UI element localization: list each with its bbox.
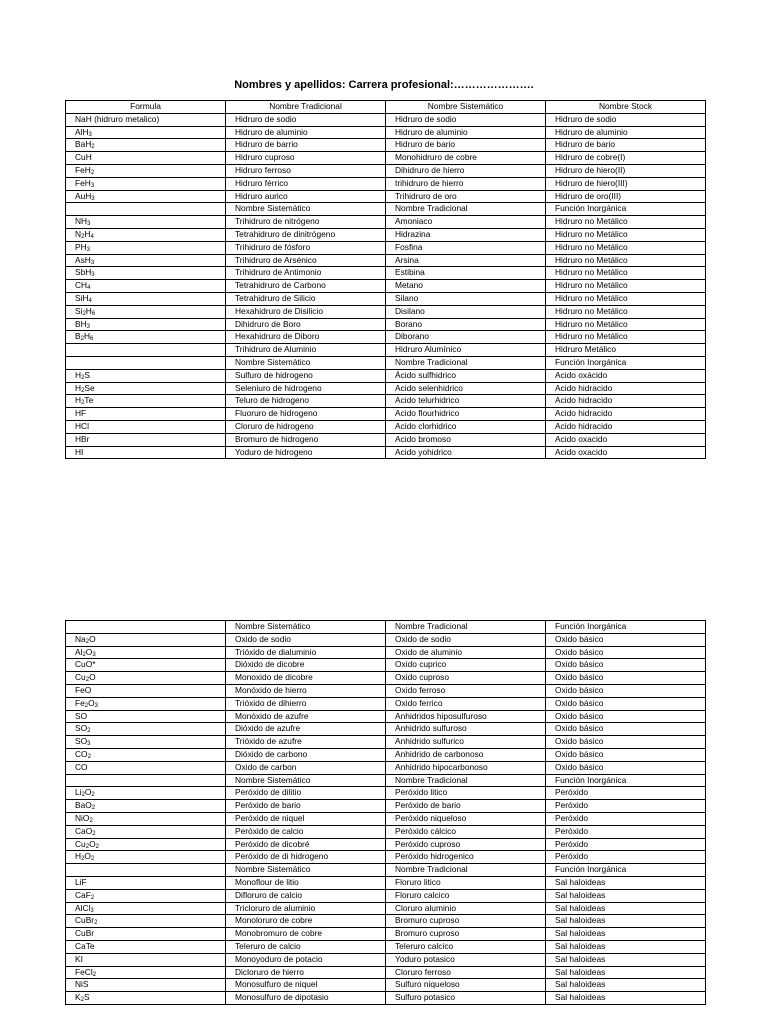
name-cell-2: Peróxido hidrogenico xyxy=(386,851,546,864)
name-cell-2: Dihidruro de hierro xyxy=(386,164,546,177)
name-cell-2: Nombre Tradicional xyxy=(386,621,546,634)
table-row xyxy=(66,851,706,864)
formula-cell: FeO xyxy=(66,684,226,697)
name-cell-1: Hidruro de sodio xyxy=(226,113,386,126)
header-nombre-tradicional: Nombre Tradicional xyxy=(226,101,386,114)
formula-cell: $CO_2$ xyxy=(66,748,226,761)
table-row xyxy=(66,940,706,953)
name-cell-2: Peróxido cuproso xyxy=(386,838,546,851)
header-nombre-stock: Nombre Stock xyxy=(546,101,706,114)
name-cell-2: Diborano xyxy=(386,331,546,344)
name-cell-2: Floruro calcico xyxy=(386,889,546,902)
table-row xyxy=(66,126,706,139)
name-cell-2: Oxido ferroso xyxy=(386,684,546,697)
name-cell-2: Acido clorhidrico xyxy=(386,420,546,433)
formula-cell xyxy=(66,864,226,877)
name-cell-2: Metano xyxy=(386,280,546,293)
table-row xyxy=(66,433,706,446)
name-cell-3: Sal haloideas xyxy=(546,902,706,915)
name-cell-3: Hidruro no Metálico xyxy=(546,280,706,293)
formula-cell: $NH_3$ xyxy=(66,216,226,229)
name-cell-2: Oxido cuprico xyxy=(386,659,546,672)
formula-cell: KI xyxy=(66,953,226,966)
table-row xyxy=(66,216,706,229)
table-row xyxy=(66,203,706,216)
formula-cell: $Fe_2O_3$ xyxy=(66,697,226,710)
name-cell-2: Oxido cuproso xyxy=(386,672,546,685)
formula-cell xyxy=(66,621,226,634)
formula-cell: $Cu_2O_2$ xyxy=(66,838,226,851)
table-row xyxy=(66,915,706,928)
name-cell-3: Sal haloideas xyxy=(546,876,706,889)
name-cell-3: Hidruro de bario xyxy=(546,139,706,152)
name-cell-1: Tetrahidruro de Silicio xyxy=(226,292,386,305)
table-row xyxy=(66,723,706,736)
name-cell-3: Oxido básico xyxy=(546,761,706,774)
name-cell-3: Sal haloideas xyxy=(546,889,706,902)
name-cell-3: Peróxido xyxy=(546,787,706,800)
name-cell-1: Peróxido de di hidrogeno xyxy=(226,851,386,864)
table-row xyxy=(66,889,706,902)
name-cell-1: Bromuro de hidrogeno xyxy=(226,433,386,446)
name-cell-1: Teluro de hidrogeno xyxy=(226,395,386,408)
name-cell-3: Acido hidracido xyxy=(546,420,706,433)
formula-cell: CaTe xyxy=(66,940,226,953)
name-cell-3: Hidruro no Metálico xyxy=(546,216,706,229)
table-row xyxy=(66,787,706,800)
header-formula: Formula xyxy=(66,101,226,114)
formula-cell: CuO* xyxy=(66,659,226,672)
name-cell-1: Trihidruro de Antimonio xyxy=(226,267,386,280)
name-cell-2: Anhidridos hiposulfuroso xyxy=(386,710,546,723)
name-cell-1: Trióxido de dialuminio xyxy=(226,646,386,659)
table-row xyxy=(66,369,706,382)
table-row xyxy=(66,267,706,280)
name-cell-2: Acido flourhidrico xyxy=(386,408,546,421)
table-row xyxy=(66,356,706,369)
table-row xyxy=(66,254,706,267)
name-cell-3: Oxido básico xyxy=(546,672,706,685)
name-cell-2: Silano xyxy=(386,292,546,305)
name-cell-2: Hidruro de bario xyxy=(386,139,546,152)
formula-cell: CaF$_2$ xyxy=(66,889,226,902)
table-row xyxy=(66,305,706,318)
name-cell-2: Hidruro de sodio xyxy=(386,113,546,126)
name-cell-3: Oxido básico xyxy=(546,659,706,672)
name-cell-1: Peróxido de calcio xyxy=(226,825,386,838)
name-cell-2: Nombre Tradicional xyxy=(386,356,546,369)
name-cell-2: Borano xyxy=(386,318,546,331)
table-row xyxy=(66,928,706,941)
table-row xyxy=(66,697,706,710)
formula-cell: BaH$_2$ xyxy=(66,139,226,152)
name-cell-2: Hidruro Alumínico xyxy=(386,344,546,357)
formula-cell: FeCl$_2$ xyxy=(66,966,226,979)
name-cell-3: Acido oxacido xyxy=(546,433,706,446)
formula-cell: SbH$_3$ xyxy=(66,267,226,280)
table-row xyxy=(66,838,706,851)
name-cell-1: Hexahidruro de Disilicio xyxy=(226,305,386,318)
table-row xyxy=(66,748,706,761)
formula-cell: $SO_3$ xyxy=(66,736,226,749)
name-cell-1: Monoxido de dicobre xyxy=(226,672,386,685)
name-cell-3: Oxido básico xyxy=(546,633,706,646)
formula-cell: AlCl$_3$ xyxy=(66,902,226,915)
formula-cell: $H_2Se$ xyxy=(66,382,226,395)
name-cell-3: Hidruro de hiero(III) xyxy=(546,177,706,190)
name-cell-2: Teleruro calcico xyxy=(386,940,546,953)
name-cell-3: Hidruro no Metálico xyxy=(546,331,706,344)
name-cell-1: Dióxido de dicobre xyxy=(226,659,386,672)
name-cell-1: Trióxido de dihierro xyxy=(226,697,386,710)
name-cell-1: Dióxido de azufre xyxy=(226,723,386,736)
name-cell-3: Hidruro Metálico xyxy=(546,344,706,357)
name-cell-1: Trihidruro de Aluminio xyxy=(226,344,386,357)
table-row xyxy=(66,446,706,459)
name-cell-1: Monóxido de azufre xyxy=(226,710,386,723)
table-row xyxy=(66,139,706,152)
formula-cell: $Na_2O$ xyxy=(66,633,226,646)
name-cell-1: Peróxido de bario xyxy=(226,800,386,813)
name-cell-3: Acido hidracido xyxy=(546,395,706,408)
table-row xyxy=(66,113,706,126)
formula-cell: HI xyxy=(66,446,226,459)
table-row xyxy=(66,164,706,177)
table-row xyxy=(66,382,706,395)
table-row xyxy=(66,331,706,344)
name-cell-1: Peróxido de dilitio xyxy=(226,787,386,800)
formula-cell xyxy=(66,344,226,357)
table-row xyxy=(66,876,706,889)
table-row xyxy=(66,953,706,966)
formula-cell: SO xyxy=(66,710,226,723)
table-row xyxy=(66,280,706,293)
name-cell-3: Hidruro no Metálico xyxy=(546,241,706,254)
name-cell-1: Sulfuro de hidrogeno xyxy=(226,369,386,382)
name-cell-1: Hexahidruro de Diboro xyxy=(226,331,386,344)
name-cell-3: Peróxido xyxy=(546,838,706,851)
table-row xyxy=(66,774,706,787)
name-cell-3: Hidruro de aluminio xyxy=(546,126,706,139)
name-cell-3: Sal haloideas xyxy=(546,992,706,1005)
name-cell-2: Fosfina xyxy=(386,241,546,254)
table-row xyxy=(66,966,706,979)
table-row xyxy=(66,420,706,433)
name-cell-3: Hidruro de hiero(II) xyxy=(546,164,706,177)
name-cell-1: Monoyoduro de potacio xyxy=(226,953,386,966)
name-cell-2: Ácido sulfhidrico xyxy=(386,369,546,382)
name-cell-3: Hidruro no Metálico xyxy=(546,292,706,305)
name-cell-3: Oxido básico xyxy=(546,736,706,749)
table-row xyxy=(66,710,706,723)
table-header-row xyxy=(66,101,706,114)
formula-cell: NiO$_2$ xyxy=(66,812,226,825)
table-row xyxy=(66,646,706,659)
table-row xyxy=(66,408,706,421)
name-cell-2: Acido bromoso xyxy=(386,433,546,446)
formula-cell: NiS xyxy=(66,979,226,992)
formula-cell: $SO_2$ xyxy=(66,723,226,736)
name-cell-3: Hidruro no Metálico xyxy=(546,305,706,318)
name-cell-2: Nombre Tradicional xyxy=(386,774,546,787)
name-cell-2: Cloruro aluminio xyxy=(386,902,546,915)
name-cell-3: Peróxido xyxy=(546,812,706,825)
name-cell-3: Acido hidracido xyxy=(546,382,706,395)
name-cell-3: Oxido básico xyxy=(546,710,706,723)
formula-cell: CuBr xyxy=(66,928,226,941)
name-cell-2: Amoniaco xyxy=(386,216,546,229)
formula-cell: CuBr$_2$ xyxy=(66,915,226,928)
table-row xyxy=(66,395,706,408)
formula-cell: FeH$_2$ xyxy=(66,164,226,177)
table-row xyxy=(66,633,706,646)
name-cell-1: Cloruro de hidrogeno xyxy=(226,420,386,433)
table-row xyxy=(66,241,706,254)
name-cell-2: Sulfuro niqueloso xyxy=(386,979,546,992)
name-cell-3: Hidruro no Metálico xyxy=(546,267,706,280)
name-cell-3: Hidruro no Metálico xyxy=(546,318,706,331)
name-cell-3: Peróxido xyxy=(546,851,706,864)
name-cell-1: Hidruro de barrio xyxy=(226,139,386,152)
name-cell-2: Peróxido cálcico xyxy=(386,825,546,838)
name-cell-3: Hidruro no Metálico xyxy=(546,228,706,241)
name-cell-2: Yoduro potasico xyxy=(386,953,546,966)
header-nombre-sistematico: Nombre Sistemático xyxy=(386,101,546,114)
formula-cell: HF xyxy=(66,408,226,421)
formula-cell: $H_2Te$ xyxy=(66,395,226,408)
name-cell-3: Hidruro no Metálico xyxy=(546,254,706,267)
name-cell-2: Oxido ferrico xyxy=(386,697,546,710)
formula-cell: $Si_2H_6$ xyxy=(66,305,226,318)
name-cell-1: Monobromuro de cobre xyxy=(226,928,386,941)
name-cell-1: Monosulfuro de dipotasio xyxy=(226,992,386,1005)
formula-cell xyxy=(66,203,226,216)
table-row xyxy=(66,292,706,305)
name-cell-3: Oxido básico xyxy=(546,684,706,697)
name-cell-1: Hidruro férrico xyxy=(226,177,386,190)
name-cell-3: Acido oxácido xyxy=(546,369,706,382)
name-cell-2: Disilano xyxy=(386,305,546,318)
name-cell-3: Función Inorgánica xyxy=(546,203,706,216)
formula-cell: $Cu_2O$ xyxy=(66,672,226,685)
name-cell-2: Peróxido litico xyxy=(386,787,546,800)
name-cell-2: Nombre Tradicional xyxy=(386,864,546,877)
table-row xyxy=(66,902,706,915)
formula-cell: FeH$_3$ xyxy=(66,177,226,190)
name-cell-3: Función Inorgánica xyxy=(546,621,706,634)
name-cell-1: Fluoruro de hidrogeno xyxy=(226,408,386,421)
name-cell-1: Teleruro de calcio xyxy=(226,940,386,953)
name-cell-3: Sal haloideas xyxy=(546,979,706,992)
name-cell-2: Oxido de aluminio xyxy=(386,646,546,659)
table-row xyxy=(66,190,706,203)
name-cell-2: Arsina xyxy=(386,254,546,267)
formula-cell: $Al_2O_3$ xyxy=(66,646,226,659)
name-cell-1: Oxido de sodio xyxy=(226,633,386,646)
name-cell-1: Nombre Sistemático xyxy=(226,621,386,634)
formula-cell: CaO$_2$ xyxy=(66,825,226,838)
table-row xyxy=(66,152,706,165)
name-cell-2: Hidruro de aluminio xyxy=(386,126,546,139)
name-cell-1: Nombre Sistemático xyxy=(226,774,386,787)
table-row xyxy=(66,979,706,992)
name-cell-1: Trihidruro de fósforo xyxy=(226,241,386,254)
table-row xyxy=(66,992,706,1005)
formula-cell: NaH (hidruro metalico) xyxy=(66,113,226,126)
name-cell-3: Hidruro de oro(III) xyxy=(546,190,706,203)
name-cell-3: Sal haloideas xyxy=(546,915,706,928)
table-row xyxy=(66,621,706,634)
name-cell-1: Dióxido de carbono xyxy=(226,748,386,761)
name-cell-2: Bromuro cuproso xyxy=(386,915,546,928)
name-cell-1: Trióxido de azufre xyxy=(226,736,386,749)
name-cell-2: Peróxido de bario xyxy=(386,800,546,813)
table-row xyxy=(66,864,706,877)
name-cell-2: Hidrazina xyxy=(386,228,546,241)
name-cell-2: Trihidruro de oro xyxy=(386,190,546,203)
name-cell-2: Estibina xyxy=(386,267,546,280)
name-cell-2: Nombre Tradicional xyxy=(386,203,546,216)
formula-cell: AuH$_3$ xyxy=(66,190,226,203)
name-cell-1: Dihidruro de Boro xyxy=(226,318,386,331)
name-cell-3: Oxido básico xyxy=(546,646,706,659)
formula-cell: $B_2H_6$ xyxy=(66,331,226,344)
table-row xyxy=(66,761,706,774)
name-cell-3: Hidruro de sodio xyxy=(546,113,706,126)
formula-cell: SiH$_4$ xyxy=(66,292,226,305)
formula-cell: $N_2H_4$ xyxy=(66,228,226,241)
name-cell-2: Monohidruro de cobre xyxy=(386,152,546,165)
name-cell-3: Peróxido xyxy=(546,800,706,813)
table-row xyxy=(66,800,706,813)
name-cell-2: Peróxido niqueloso xyxy=(386,812,546,825)
name-cell-3: Oxido básico xyxy=(546,697,706,710)
name-cell-1: Peróxido de dicobré xyxy=(226,838,386,851)
table-row xyxy=(66,684,706,697)
table-row xyxy=(66,672,706,685)
formula-cell xyxy=(66,774,226,787)
formula-cell: HCl xyxy=(66,420,226,433)
name-cell-1: Nombre Sistemático xyxy=(226,864,386,877)
name-cell-3: Hidruro de cobre(I) xyxy=(546,152,706,165)
table-row xyxy=(66,659,706,672)
formula-cell: HBr xyxy=(66,433,226,446)
name-cell-1: Monóxido de hierro xyxy=(226,684,386,697)
name-cell-2: Acido telurhidrico xyxy=(386,395,546,408)
name-cell-1: Monoflour de litio xyxy=(226,876,386,889)
formula-cell: $PH_3$ xyxy=(66,241,226,254)
name-cell-1: Oxido de carbon xyxy=(226,761,386,774)
table-row xyxy=(66,825,706,838)
formula-cell: $BH_3$ xyxy=(66,318,226,331)
name-cell-1: Tricloruro de aluminio xyxy=(226,902,386,915)
name-cell-3: Función Inorgánica xyxy=(546,774,706,787)
name-cell-3: Oxido básico xyxy=(546,748,706,761)
name-cell-2: Anhidrido sulfurico xyxy=(386,736,546,749)
name-cell-2: Anhidrido de carbonoso xyxy=(386,748,546,761)
name-cell-1: Nombre Sistemático xyxy=(226,356,386,369)
name-cell-1: Dicloruro de hierro xyxy=(226,966,386,979)
name-cell-1: Hidruro ferroso xyxy=(226,164,386,177)
name-cell-3: Acido hidracido xyxy=(546,408,706,421)
name-cell-1: Hidruro aurico xyxy=(226,190,386,203)
formula-cell: $CH_4$ xyxy=(66,280,226,293)
name-cell-3: Sal haloideas xyxy=(546,940,706,953)
name-cell-3: Función Inorgánica xyxy=(546,864,706,877)
table-row xyxy=(66,318,706,331)
name-cell-1: Monoloruro de cobre xyxy=(226,915,386,928)
formula-cell: BaO$_2$ xyxy=(66,800,226,813)
name-cell-1: Seleniuro de hidrogeno xyxy=(226,382,386,395)
name-cell-2: Floruro litico xyxy=(386,876,546,889)
table-row xyxy=(66,228,706,241)
name-cell-1: Yoduro de hidrogeno xyxy=(226,446,386,459)
name-cell-3: Sal haloideas xyxy=(546,966,706,979)
name-cell-1: Tetrahidruro de Carbono xyxy=(226,280,386,293)
table-row xyxy=(66,812,706,825)
name-cell-1: Difloruro de calcio xyxy=(226,889,386,902)
oxides-salts-table xyxy=(65,620,706,1005)
table-row xyxy=(66,177,706,190)
formula-cell: $K_2S$ xyxy=(66,992,226,1005)
formula-cell: $H_2S$ xyxy=(66,369,226,382)
table-row xyxy=(66,344,706,357)
name-cell-3: Sal haloideas xyxy=(546,928,706,941)
name-cell-2: Oxido de sodio xyxy=(386,633,546,646)
name-cell-2: Bromuro cuproso xyxy=(386,928,546,941)
name-cell-3: Acido oxacido xyxy=(546,446,706,459)
name-cell-1: Hidruro cuproso xyxy=(226,152,386,165)
hydrides-acids-table xyxy=(65,100,706,459)
name-cell-2: Acido yohidrico xyxy=(386,446,546,459)
name-cell-2: Anhidrido hipocarbonoso xyxy=(386,761,546,774)
name-cell-1: Monosulfuro de niquel xyxy=(226,979,386,992)
name-cell-1: Hidruro de aluminio xyxy=(226,126,386,139)
formula-cell: $H_2O_2$ xyxy=(66,851,226,864)
formula-cell: $Li_2O_2$ xyxy=(66,787,226,800)
name-cell-1: Tetrahidruro de dinitrógeno xyxy=(226,228,386,241)
name-cell-3: Oxido básico xyxy=(546,723,706,736)
name-cell-2: Anhidrido sulfuroso xyxy=(386,723,546,736)
name-cell-1: Trihidruro de nitrógeno xyxy=(226,216,386,229)
name-cell-2: trihidruro de hierro xyxy=(386,177,546,190)
name-cell-2: Sulfuro potasico xyxy=(386,992,546,1005)
formula-cell: LiF xyxy=(66,876,226,889)
name-cell-3: Sal haloideas xyxy=(546,953,706,966)
name-cell-1: Trihidruro de Arsénico xyxy=(226,254,386,267)
formula-cell: CO xyxy=(66,761,226,774)
table-row xyxy=(66,736,706,749)
name-cell-3: Peróxido xyxy=(546,825,706,838)
formula-cell xyxy=(66,356,226,369)
formula-cell: CuH xyxy=(66,152,226,165)
formula-cell: AlH$_3$ xyxy=(66,126,226,139)
name-cell-3: Función Inorgánica xyxy=(546,356,706,369)
name-cell-1: Nombre Sistemático xyxy=(226,203,386,216)
formula-cell: AsH$_3$ xyxy=(66,254,226,267)
name-cell-1: Peróxido de niquel xyxy=(226,812,386,825)
name-cell-2: Acido selenhidrico xyxy=(386,382,546,395)
name-cell-2: Cloruro ferroso xyxy=(386,966,546,979)
page-title: Nombres y apellidos: Carrera profesional:…………………. xyxy=(234,79,534,91)
